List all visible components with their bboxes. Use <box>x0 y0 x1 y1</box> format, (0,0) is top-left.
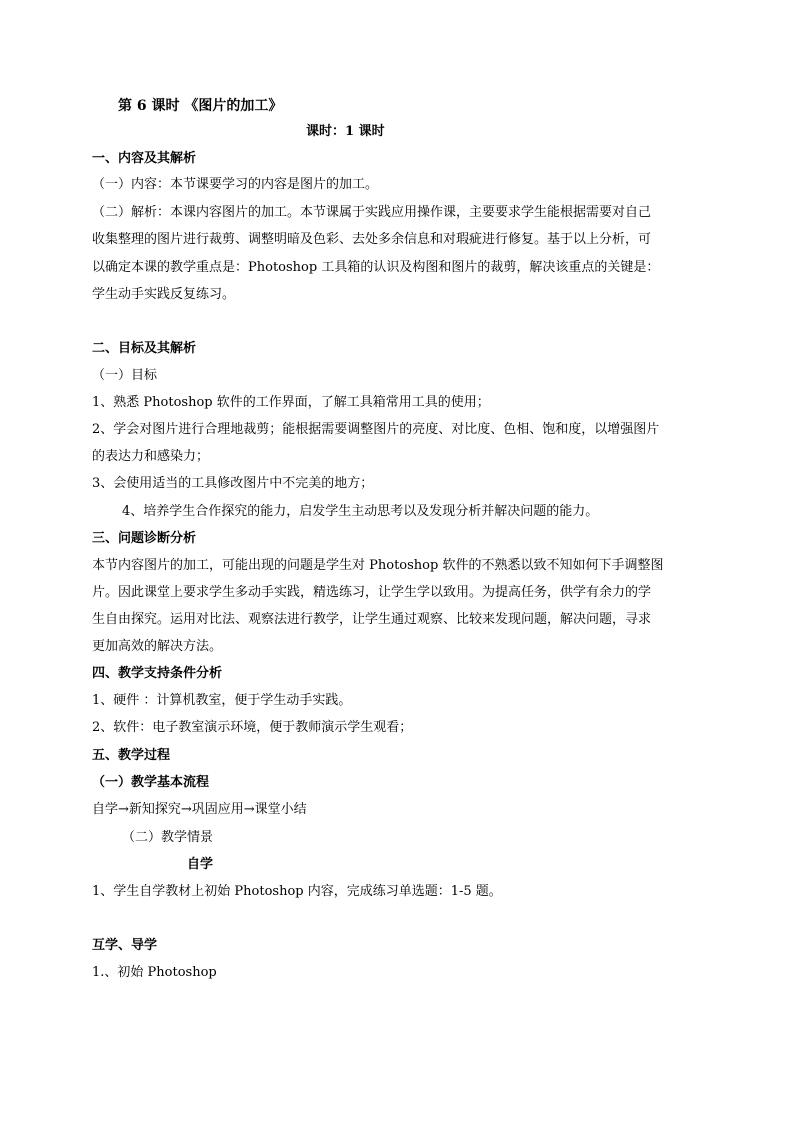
diagnosis-line: 本节内容图片的加工，可能出现的问题是学生对 Photoshop 软件的不熟悉以致不知如何下手调整图 <box>92 558 664 573</box>
section-heading-process: 五、教学过程 <box>92 748 171 763</box>
section-heading-content: 一、内容及其解析 <box>92 151 197 166</box>
goal-item: 4、培养学生合作探究的能力，启发学生主动思考以及发现分析并解决问题的能力。 <box>122 504 599 519</box>
diagnosis-line: 生自由探究。运用对比法、观察法进行教学，让学生通过观察、比较来发现问题，解决问题，寻求 <box>92 612 652 627</box>
self-study-item: 1、学生自学教材上初始 Photoshop 内容，完成练习单选题：1-5 题。 <box>92 884 502 899</box>
paragraph-analysis-line: 收集整理的图片进行裁剪、调整明暗及色彩、去处多余信息和对瑕疵进行修复。基于以上分析，可 <box>92 232 652 247</box>
lesson-period: 课时：1 课时 <box>306 124 385 139</box>
support-item: 2、软件：电子教室演示环境，便于教师演示学生观看； <box>92 720 413 735</box>
goal-item: 2、学会对图片进行合理地裁剪；能根据需要调整图片的亮度、对比度、色相、饱和度，以增强图片 <box>92 422 660 437</box>
support-item: 1、硬件 ：计算机教室，便于学生动手实践。 <box>92 693 352 708</box>
section-heading-guided: 互学、导学 <box>92 938 158 953</box>
goal-item: 3、会使用适当的工具修改图片中不完美的地方； <box>92 476 374 491</box>
paragraph-analysis-line: 学生动手实践反复练习。 <box>92 287 236 302</box>
goal-item: 的表达力和感染力； <box>92 449 210 464</box>
process-flow: 自学→新知探究→巩固应用→课堂小结 <box>92 802 307 817</box>
subheading-flow: （一）教学基本流程 <box>92 775 210 790</box>
section-heading-diagnosis: 三、问题诊断分析 <box>92 531 197 546</box>
self-study-heading: 自学 <box>187 857 214 872</box>
paragraph-analysis-line: 以确定本课的教学重点是：Photoshop 工具箱的认识及构图和图片的裁剪，解决该重点的关键是： <box>92 260 660 275</box>
subheading-scenario: （二）教学情景 <box>122 830 214 845</box>
section-heading-support: 四、教学支持条件分析 <box>92 666 223 681</box>
subheading-goals: （一）目标 <box>92 368 158 383</box>
section-heading-goals: 二、目标及其解析 <box>92 341 197 356</box>
goal-item: 1、熟悉 Photoshop 软件的工作界面，了解工具箱常用工具的使用； <box>92 395 490 410</box>
diagnosis-line: 更加高效的解决方法。 <box>92 639 223 654</box>
paragraph-analysis-line: （二）解析：本课内容图片的加工。本节课属于实践应用操作课，主要要求学生能根据需要对自己 <box>92 205 652 220</box>
diagnosis-line: 片。因此课堂上要求学生多动手实践，精选练习，让学生学以致用。为提高任务，供学有余力的学 <box>92 585 652 600</box>
paragraph-content: （一）内容：本节课要学习的内容是图片的加工。 <box>92 177 379 192</box>
guided-item: 1.、初始 Photoshop <box>92 965 217 980</box>
lesson-title: 第 6 课时 《图片的加工》 <box>118 98 283 114</box>
